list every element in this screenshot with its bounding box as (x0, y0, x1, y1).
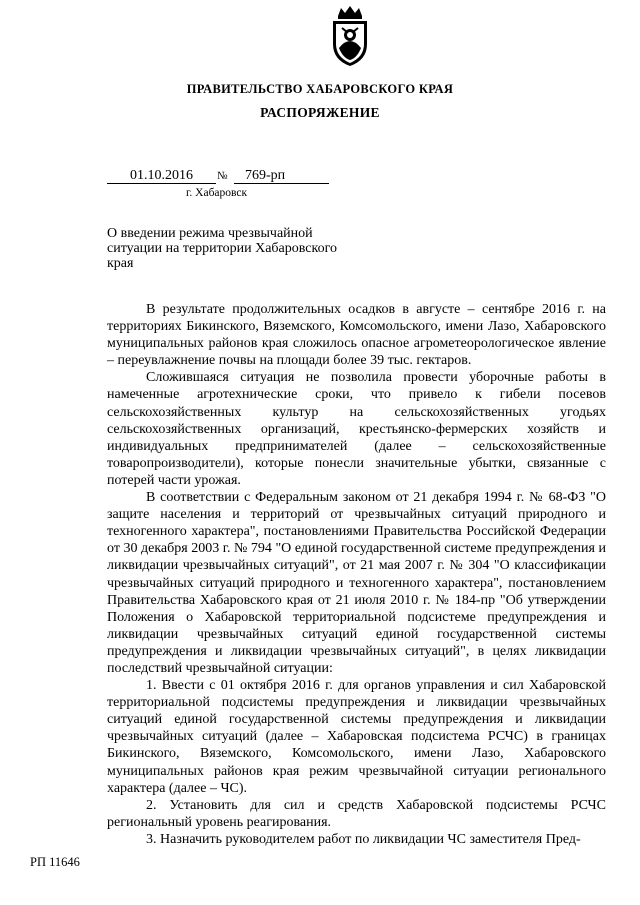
document-city: г. Хабаровск (186, 187, 248, 199)
body-paragraph: Сложившаяся ситуация не позволила провести уборочные работы в намеченные агротехнические сроки, что привело к гибели посевов сельскохозяйственных культур на сельскохозяйственных угодьях сельскохозяйственных организаций, крестьянско-фермерских хозяйств и индивидуальных предпринимателей (далее – сельскохозяйственные товаропроизводители), которые понесли значительные убытки, связанные с потерей части урожая. (107, 370, 606, 488)
document-date: 01.10.2016 (107, 168, 216, 184)
document-type-title: РАСПОРЯЖЕНИЕ (260, 105, 380, 120)
body-paragraph: В результате продолжительных осадков в августе – сентябре 2016 г. на территориях Бикинского, Вяземского, Комсомольского, имени Лазо, Хабаровского муниципальных районов края сложилось опасное агрометеорологическое явление – переувлажнение почвы на площади более 39 тыс. гектаров. (107, 302, 606, 369)
coat-of-arms-emblem (327, 4, 373, 68)
government-name: ПРАВИТЕЛЬСТВО ХАБАРОВСКОГО КРАЯ (186, 82, 454, 96)
document-body (107, 301, 606, 848)
registration-code: РП 11646 (30, 855, 80, 869)
body-paragraph: В соответствии с Федеральным законом от 21 декабря 1994 г. № 68-ФЗ "О защите населения и территорий от чрезвычайных ситуаций природного и техногенного характера", постановлениями Правительства Российской Федерации от 30 декабря 2003 г. № 794 "О единой государственной системе предупреждения и ликвидации чрезвычайных ситуаций", от 21 мая 2007 г. № 304 "О классификации чрезвычайных ситуаций природного и техногенного характера", постановлением Правительства Хабаровского края от 21 июля 2010 г. № 184-пр "Об утверждении Положения о Хабаровской территориальной подсистеме предупреждения и ликвидации чрезвычайных ситуаций единой государственной системы предупреждения и ликвидации чрезвычайных ситуаций", в целях ликвидации последствий чрезвычайной ситуации: (107, 490, 606, 676)
body-paragraph: 1. Ввести с 01 октября 2016 г. для органов управления и сил Хабаровской территориальной подсистемы предупреждения и ликвидации чрезвычайных ситуаций единой государственной системы предупреждения и ликвидации чрезвычайных ситуаций (далее – Хабаровская подсистема РСЧС) в границах Бикинского, Вяземского, Комсомольского, имени Лазо, Хабаровского муниципальных районов края режим чрезвычайной ситуации регионального характера (далее – ЧС). (107, 678, 606, 796)
body-paragraph: 3. Назначить руководителем работ по ликвидации ЧС заместителя Пред- (146, 831, 581, 847)
document-subject: О введении режима чрезвычайной ситуации на территории Хабаровского края (107, 226, 337, 271)
number-sign: № (217, 170, 228, 182)
document-number: 769-рп (234, 168, 329, 184)
body-paragraph: 2. Установить для сил и средств Хабаровской подсистемы РСЧС региональный уровень реагирования. (107, 797, 606, 830)
